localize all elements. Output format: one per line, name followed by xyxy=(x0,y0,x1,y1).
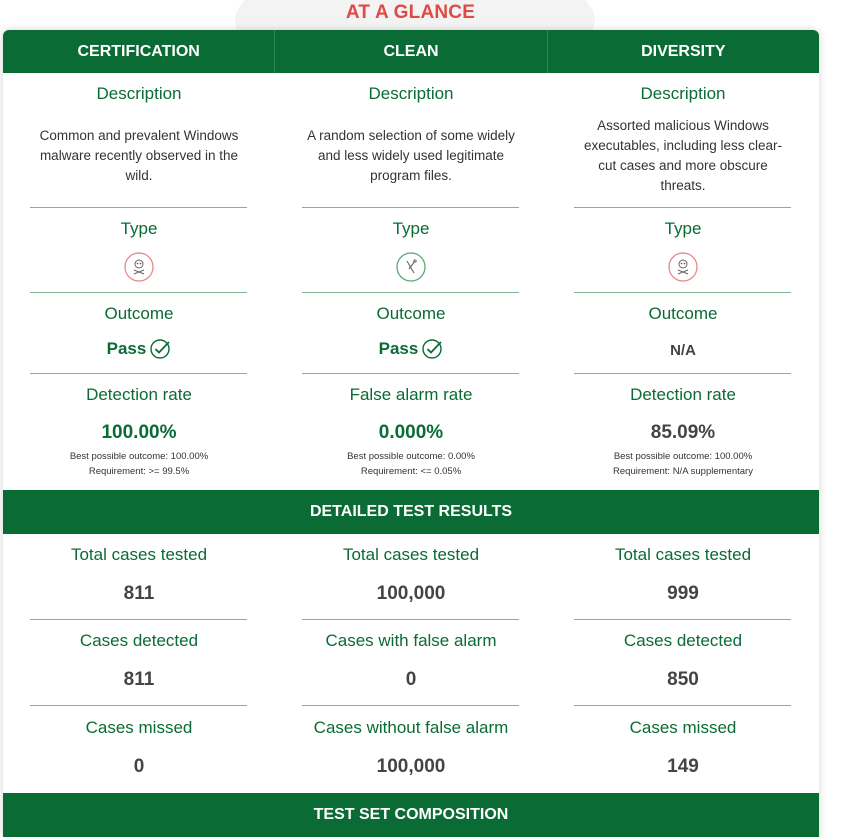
outcome-value: Pass xyxy=(378,339,419,358)
detailed-results-header: DETAILED TEST RESULTS xyxy=(3,490,819,534)
rate-value: 100.00% xyxy=(101,422,177,443)
divider xyxy=(574,373,791,374)
cases-missed-label: Cases missed xyxy=(629,718,737,737)
divider xyxy=(574,207,791,208)
cases-missed-label: Cases missed xyxy=(85,718,193,737)
type-label: Type xyxy=(120,219,158,238)
requirement-text: Requirement: <= 0.05% xyxy=(360,466,462,477)
description-label: Description xyxy=(640,84,726,103)
no-false-alarm-cases-value: 100,000 xyxy=(376,756,446,777)
false-alarm-cases-label: Cases with false alarm xyxy=(325,631,497,650)
false-alarm-cases-value: 0 xyxy=(405,669,417,690)
divider xyxy=(30,373,247,374)
divider xyxy=(574,619,791,620)
outcome-label: Outcome xyxy=(376,304,446,323)
requirement-text: Requirement: >= 99.5% xyxy=(88,466,190,477)
description-label: Description xyxy=(368,84,454,103)
column-certification xyxy=(3,30,275,838)
outcome-label: Outcome xyxy=(648,304,718,323)
column-diversity xyxy=(547,30,819,838)
description-text: Assorted malicious Windows executables, including less clear-cut cases and more obscure threats. xyxy=(583,118,783,193)
divider xyxy=(30,619,247,620)
cases-missed-value: 0 xyxy=(133,756,145,777)
cases-detected-value: 850 xyxy=(667,669,699,690)
results-card xyxy=(3,30,819,838)
outcome-pass xyxy=(3,338,275,360)
outcome-value: N/A xyxy=(670,342,696,359)
malware-skull-icon xyxy=(3,251,275,283)
rate-value: 0.000% xyxy=(378,422,444,443)
test-set-composition-header: TEST SET COMPOSITION xyxy=(3,793,819,837)
clean-file-icon xyxy=(275,251,547,283)
divider xyxy=(302,619,519,620)
total-cases-value: 999 xyxy=(667,583,699,604)
description-text: Common and prevalent Windows malware recently observed in the wild. xyxy=(39,128,239,183)
outcome-pass xyxy=(275,338,547,360)
rate-label: Detection rate xyxy=(86,385,192,404)
divider xyxy=(302,292,519,293)
best-outcome-text: Best possible outcome: 100.00% xyxy=(69,451,209,462)
divider xyxy=(302,373,519,374)
rate-value: 85.09% xyxy=(650,422,716,443)
cases-detected-value: 811 xyxy=(123,669,155,690)
total-cases-label: Total cases tested xyxy=(342,545,480,564)
cases-detected-label: Cases detected xyxy=(79,631,199,650)
column-clean xyxy=(275,30,547,838)
type-label: Type xyxy=(392,219,430,238)
cases-detected-label: Cases detected xyxy=(623,631,743,650)
total-cases-label: Total cases tested xyxy=(70,545,208,564)
malware-skull-icon xyxy=(547,251,819,283)
outcome-value: Pass xyxy=(106,339,147,358)
total-cases-value: 100,000 xyxy=(376,583,446,604)
outcome-label: Outcome xyxy=(104,304,174,323)
description-label: Description xyxy=(96,84,182,103)
divider xyxy=(30,705,247,706)
total-cases-value: 811 xyxy=(123,583,155,604)
page-title: AT A GLANCE xyxy=(345,2,476,23)
divider xyxy=(574,292,791,293)
rate-label: False alarm rate xyxy=(349,385,473,404)
divider xyxy=(30,292,247,293)
best-outcome-text: Best possible outcome: 100.00% xyxy=(613,451,753,462)
column-header-diversity: DIVERSITY xyxy=(641,42,726,60)
divider xyxy=(30,207,247,208)
check-circle-icon xyxy=(149,338,171,360)
requirement-text: Requirement: N/A supplementary xyxy=(613,466,753,477)
type-label: Type xyxy=(664,219,702,238)
no-false-alarm-cases-label: Cases without false alarm xyxy=(313,718,509,737)
rate-label: Detection rate xyxy=(630,385,736,404)
column-header-clean: CLEAN xyxy=(275,30,547,73)
divider xyxy=(302,705,519,706)
column-header-certification: CERTIFICATION xyxy=(3,30,275,73)
divider xyxy=(302,207,519,208)
cases-missed-value: 149 xyxy=(667,756,699,777)
divider xyxy=(574,705,791,706)
description-text: A random selection of some widely and less widely used legitimate program files. xyxy=(307,128,515,183)
total-cases-label: Total cases tested xyxy=(614,545,752,564)
best-outcome-text: Best possible outcome: 0.00% xyxy=(347,451,475,462)
check-circle-icon xyxy=(421,338,443,360)
